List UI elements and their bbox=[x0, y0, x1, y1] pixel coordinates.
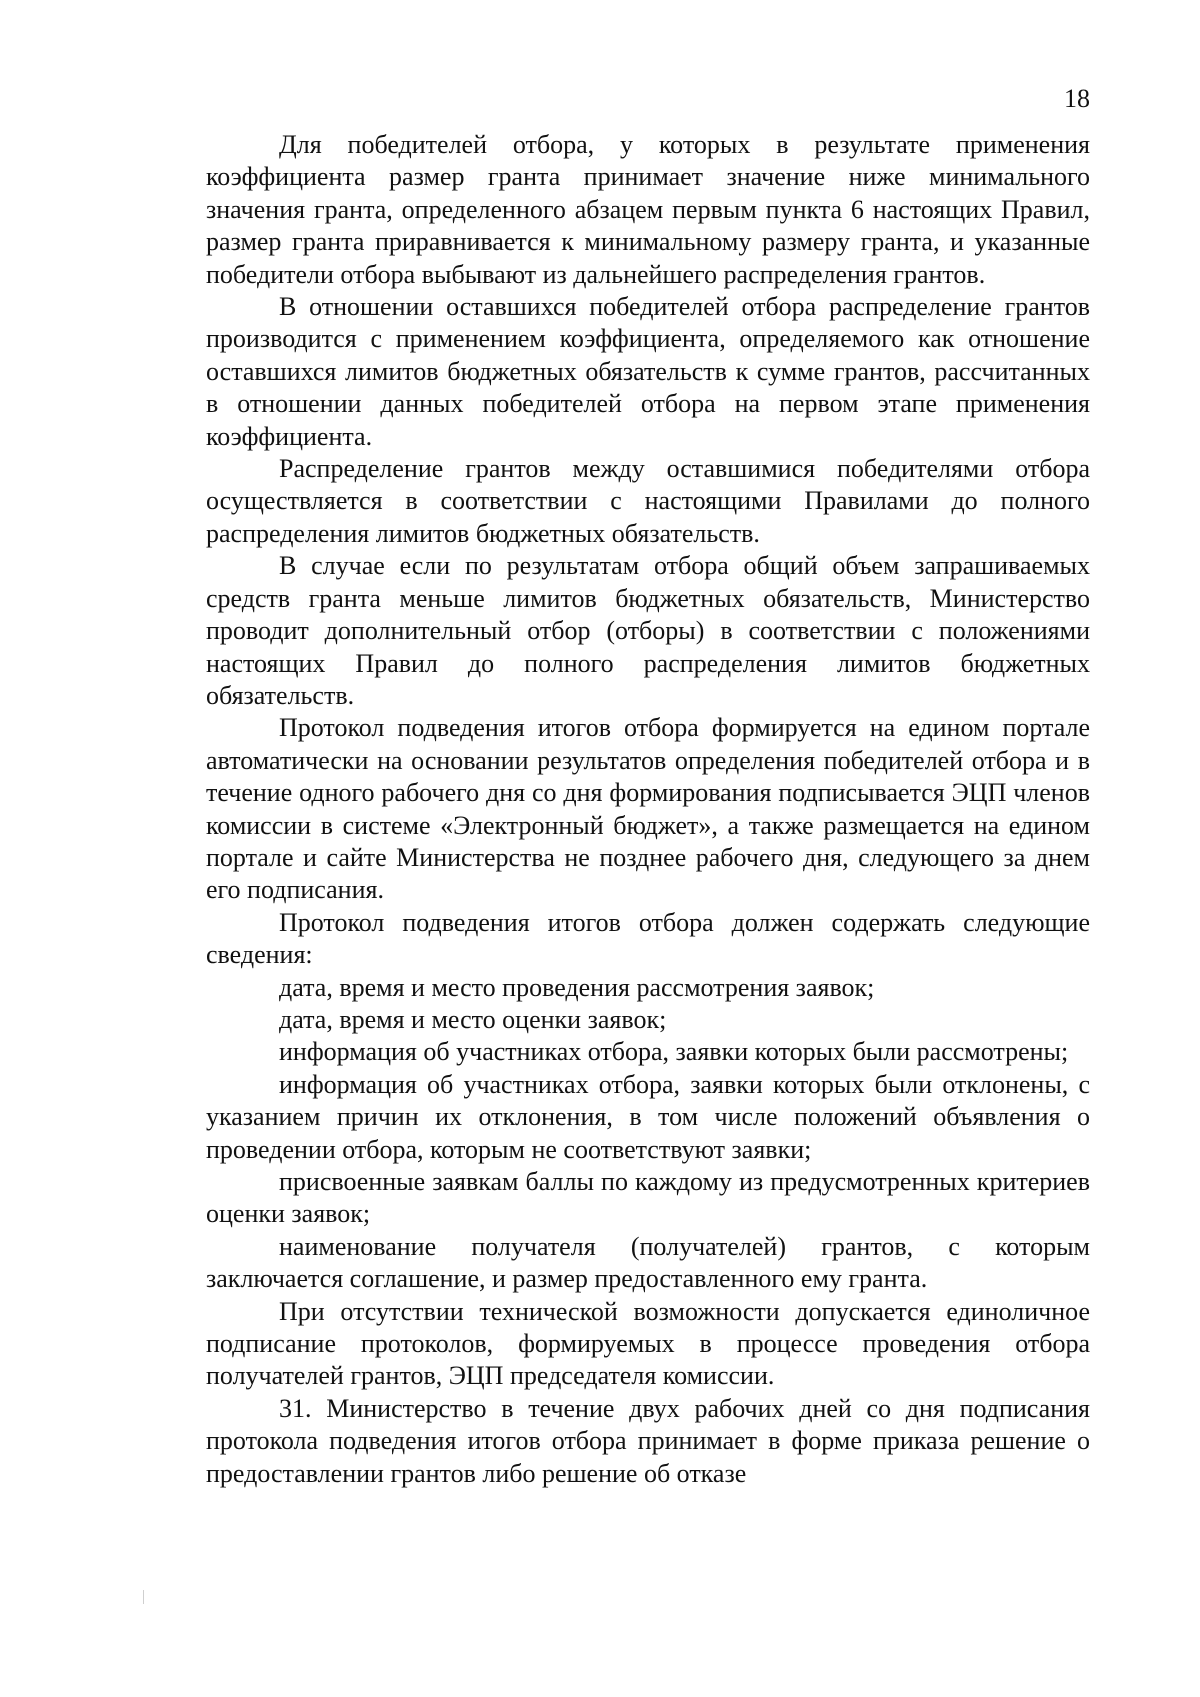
paragraph: В отношении оставшихся победителей отбора распределение грантов производится с применением коэффициента, определяемого как отношение оставшихся лимитов бюджетных обязательств к сумме грантов, рассчитанных в отношении данных победителей отбора на первом этапе применения коэффициента. bbox=[206, 292, 1090, 451]
paragraph: При отсутствии технической возможности допускается единоличное подписание протоколов, формируемых в процессе проведения отбора получателей грантов, ЭЦП председателя комиссии. bbox=[206, 1296, 1090, 1391]
page-number: 18 bbox=[1064, 84, 1090, 113]
paragraph: Протокол подведения итогов отбора формируется на едином портале автоматически на основании результатов определения победителей отбора и в течение одного рабочего дня со дня формирования подписывается ЭЦП членов комиссии в системе «Электронный бюджет», а также размещается на едином портале и сайте Министерства не позднее рабочего дня, следующего за днем его подписания. bbox=[206, 713, 1090, 905]
paragraph: Для победителей отбора, у которых в результате применения коэффициента размер гранта принимает значение ниже минимального значения гранта, определенного абзацем первым пункта 6 настоящих Правил, размер гранта приравнивается к минимальному размеру гранта, и указанные победители отбора выбывают из дальнейшего распределения грантов. bbox=[206, 130, 1090, 289]
list-item: присвоенные заявкам баллы по каждому из предусмотренных критериев оценки заявок; bbox=[206, 1167, 1090, 1229]
scan-mark bbox=[143, 1590, 144, 1604]
list-item: дата, время и место проведения рассмотрения заявок; bbox=[279, 972, 875, 1002]
paragraph: Распределение грантов между оставшимися победителями отбора осуществляется в соответствии с настоящими Правилами до полного распределения лимитов бюджетных обязательств. bbox=[206, 454, 1090, 548]
document-body bbox=[206, 129, 1090, 1490]
list-item: информация об участниках отбора, заявки которых были рассмотрены; bbox=[279, 1037, 1069, 1067]
paragraph: В случае если по результатам отбора общий объем запрашиваемых средств гранта меньше лимитов бюджетных обязательств, Министерство проводит дополнительный отбор (отборы) в соответствии с положениями настоящих Правил до полного распределения лимитов бюджетных обязательств. bbox=[206, 551, 1090, 710]
list-item: дата, время и место оценки заявок; bbox=[279, 1004, 667, 1034]
paragraph: Протокол подведения итогов отбора должен содержать следующие сведения: bbox=[206, 907, 1090, 970]
list-item: информация об участниках отбора, заявки которых были отклонены, с указанием причин их отклонения, в том числе положений объявления о проведении отбора, которым не соответствуют заявки; bbox=[206, 1069, 1090, 1164]
list-item: наименование получателя (получателей) грантов, с которым заключается соглашение, и размер предоставленного ему гранта. bbox=[206, 1231, 1090, 1294]
paragraph: 31. Министерство в течение двух рабочих дней со дня подписания протокола подведения итогов отбора принимает в форме приказа решение о предоставлении грантов либо решение об отказе bbox=[206, 1393, 1090, 1488]
